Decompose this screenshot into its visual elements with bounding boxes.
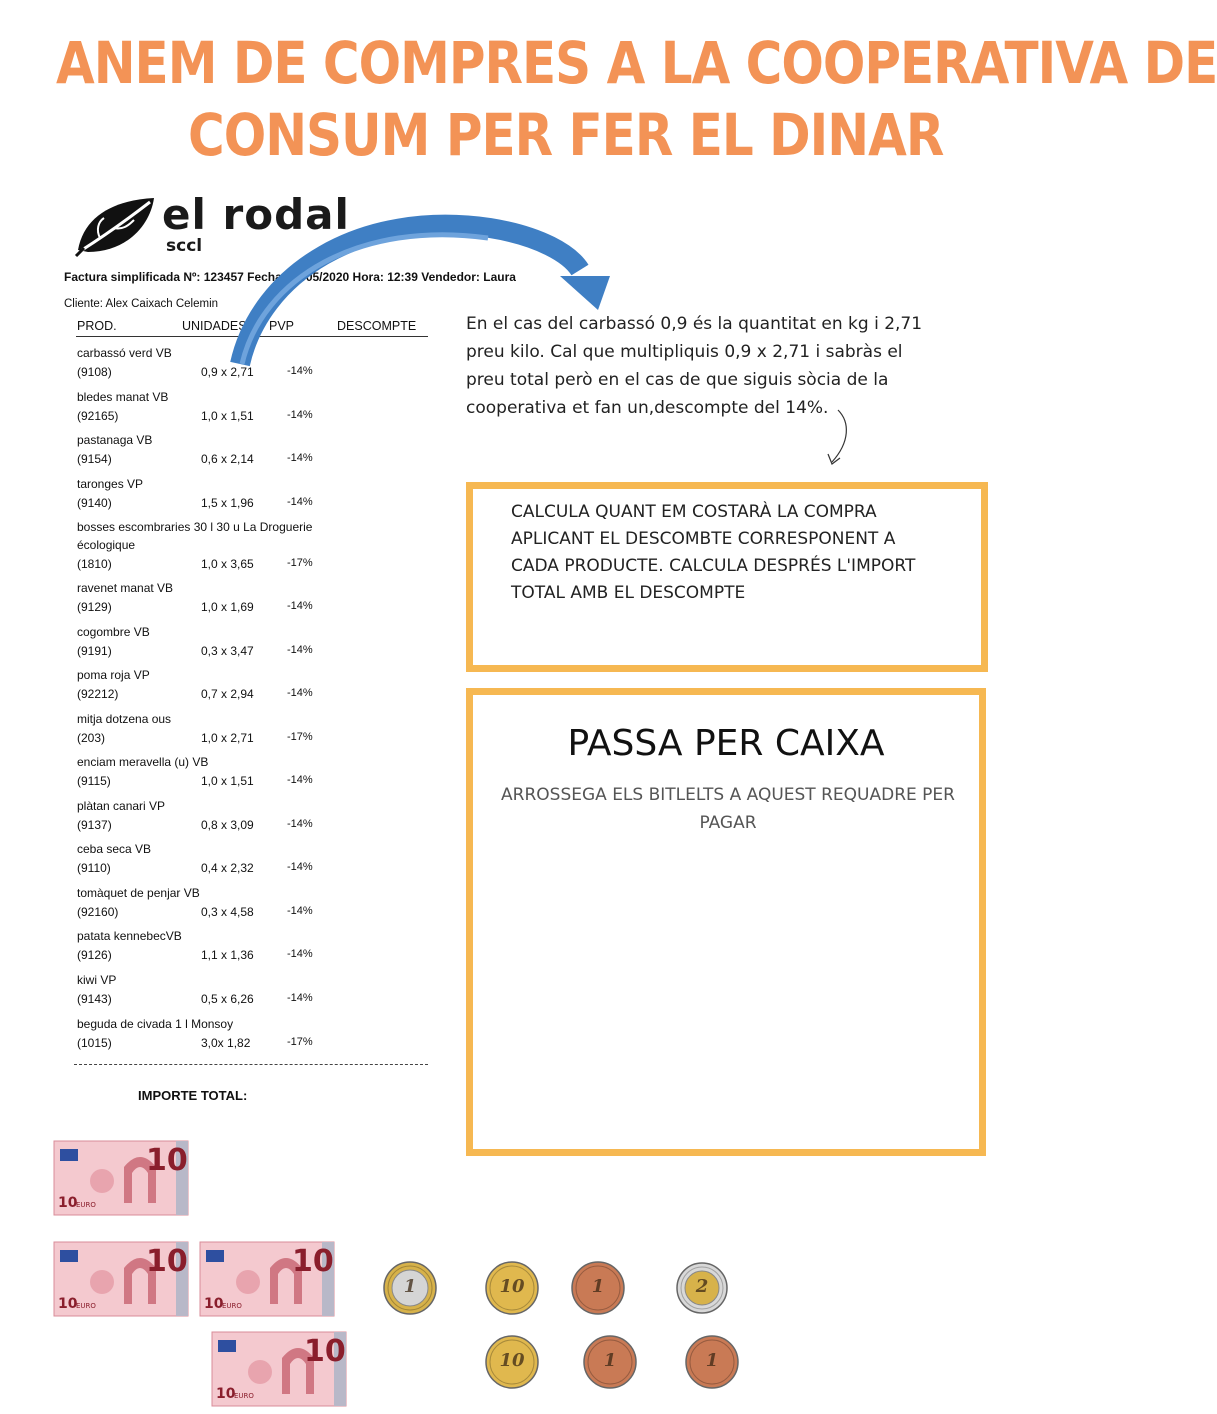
item-name-continued: écologique [77, 538, 136, 552]
coin-value: 10 [499, 1350, 525, 1371]
item-discount: -14% [287, 905, 313, 917]
coin-value: 1 [403, 1276, 417, 1297]
item-name: mitja dotzena ous [77, 712, 172, 726]
receipt-header: Factura simplificada Nº: 123457 Fecha: 16/05/2020 Hora: 12:39 Vendedor: Laura [64, 270, 516, 284]
coin-2-euro[interactable] [674, 1260, 730, 1316]
logo-name: el rodal [162, 190, 350, 239]
item-discount: -14% [287, 861, 313, 873]
item-discount: -14% [287, 818, 313, 830]
page-title-line-2: CONSUM PER FER EL DINAR [188, 102, 944, 169]
item-qty: 1,0 x 3,65 [201, 557, 254, 571]
item-discount: -17% [287, 1036, 313, 1048]
item-name: ceba seca VB [77, 842, 152, 856]
task-text: CALCULA QUANT EM COSTARÀ LA COMPRA APLICANT EL DESCOMBTE CORRESPONENT A CADA PRODUCTE. CALCULA DESPRÉS L'IMPORT TOTAL AMB EL DESCOMPTE [511, 502, 916, 603]
item-qty: 1,0 x 1,51 [201, 774, 254, 788]
banknote-value: 10 [146, 1244, 188, 1279]
item-name: taronges VP [77, 477, 144, 491]
item-qty: 0,3 x 3,47 [201, 644, 254, 658]
column-unidades: UNIDADES [182, 319, 247, 333]
item-qty: 0,3 x 4,58 [201, 905, 254, 919]
receipt-client: Cliente: Alex Caixach Celemin [64, 298, 219, 310]
cash-box-subtitle: ARROSSEGA ELS BITLELTS A AQUEST REQUADRE PER PAGAR [501, 785, 955, 833]
coin-1-euro[interactable] [382, 1260, 438, 1316]
item-qty: 0,5 x 6,26 [201, 992, 254, 1006]
item-name: beguda de civada 1 l Monsoy [77, 1017, 234, 1031]
item-code: (9154) [77, 452, 112, 466]
item-discount: -14% [287, 948, 313, 960]
item-name: patata kennebecVB [77, 929, 182, 943]
item-name: ravenet manat VB [77, 581, 174, 595]
item-code: (92160) [77, 905, 119, 919]
item-code: (1015) [77, 1036, 112, 1050]
item-code: (92165) [77, 409, 119, 423]
banknote-value-small: 10 [204, 1296, 224, 1312]
banknote-value: 10 [146, 1143, 188, 1178]
item-code: (9115) [77, 774, 111, 788]
item-qty: 0,9 x 2,71 [201, 365, 254, 379]
item-qty: 0,7 x 2,94 [201, 687, 254, 701]
task-box [466, 482, 988, 672]
banknote-label: EURO [222, 1302, 242, 1310]
banknote-10-euro[interactable] [54, 1141, 188, 1220]
cash-drop-zone[interactable] [466, 688, 986, 1156]
column-prod: PROD. [77, 319, 117, 333]
item-qty: 0,8 x 3,09 [201, 818, 254, 832]
leaf-icon [74, 196, 158, 258]
banknote-10-euro[interactable] [54, 1242, 188, 1321]
item-name: enciam meravella (u) VB [77, 755, 209, 769]
cash-box-title: PASSA PER CAIXA [567, 723, 885, 764]
coin-value: 1 [603, 1350, 617, 1371]
banknote-10-euro[interactable] [212, 1332, 346, 1411]
item-name: carbassó verd VB [77, 346, 172, 360]
item-code: (92212) [77, 687, 119, 701]
item-qty: 1,0 x 1,69 [201, 600, 254, 614]
item-discount: -17% [287, 557, 313, 569]
column-descompte: DESCOMPTE [337, 319, 417, 333]
item-code: (9137) [77, 818, 112, 832]
coin-10-cent[interactable] [484, 1334, 540, 1390]
item-discount: -14% [287, 496, 313, 508]
total-label: IMPORTE TOTAL: [138, 1088, 248, 1103]
item-discount: -14% [287, 644, 313, 656]
banknote-value: 10 [304, 1334, 346, 1369]
coin-value: 1 [591, 1276, 605, 1297]
item-name: poma roja VP [77, 668, 150, 682]
item-code: (9108) [77, 365, 112, 379]
item-name: tomàquet de penjar VB [77, 886, 200, 900]
banknote-label: EURO [76, 1201, 96, 1209]
coin-1-cent[interactable] [582, 1334, 638, 1390]
banknote-value-small: 10 [216, 1386, 236, 1402]
item-name: plàtan canari VP [77, 799, 166, 813]
item-name: cogombre VB [77, 625, 150, 639]
item-qty: 3,0x 1,82 [201, 1036, 251, 1050]
column-pvp: PVP [269, 319, 295, 333]
item-qty: 1,5 x 1,96 [201, 496, 254, 510]
banknote-label: EURO [76, 1302, 96, 1310]
coin-value: 2 [695, 1276, 709, 1297]
page-title-line-1: ANEM DE COMPRES A LA COOPERATIVA DE [56, 30, 1217, 97]
item-code: (9126) [77, 948, 112, 962]
banknote-label: EURO [234, 1392, 254, 1400]
dashed-separator [74, 1064, 428, 1065]
item-discount: -17% [287, 731, 313, 743]
item-qty: 1,0 x 2,71 [201, 731, 254, 745]
item-name: bledes manat VB [77, 390, 169, 404]
coin-value: 1 [705, 1350, 719, 1371]
coin-1-cent[interactable] [570, 1260, 626, 1316]
item-code: (9110) [77, 861, 111, 875]
item-code: (9140) [77, 496, 112, 510]
item-discount: -14% [287, 774, 313, 786]
item-discount: -14% [287, 452, 313, 464]
item-code: (9129) [77, 600, 112, 614]
item-code: (1810) [77, 557, 112, 571]
item-name: kiwi VP [77, 973, 117, 987]
item-discount: -14% [287, 992, 313, 1004]
item-discount: -14% [287, 687, 313, 699]
item-qty: 0,4 x 2,32 [201, 861, 254, 875]
item-discount: -14% [287, 600, 313, 612]
banknote-10-euro[interactable] [200, 1242, 334, 1321]
item-qty: 1,0 x 1,51 [201, 409, 254, 423]
logo-sub: sccl [166, 236, 203, 256]
item-name: pastanaga VB [77, 433, 153, 447]
coin-10-cent[interactable] [484, 1260, 540, 1316]
item-name: bosses escombraries 30 l 30 u La Droguerie [77, 520, 313, 534]
item-discount: -14% [287, 409, 313, 421]
item-qty: 0,6 x 2,14 [201, 452, 254, 466]
item-code: (203) [77, 731, 106, 745]
explanation-text: En el cas del carbassó 0,9 és la quantitat en kg i 2,71 preu kilo. Cal que multipliquis 0,9 x 2,71 i sabràs el preu total però en el cas de que siguis sòcia de la cooperativa et fan un,descompte del 14%. [466, 314, 923, 418]
banknote-value-small: 10 [58, 1195, 78, 1211]
small-arrow-icon [824, 408, 854, 468]
banknote-value: 10 [292, 1244, 334, 1279]
coin-value: 10 [499, 1276, 525, 1297]
coin-1-cent[interactable] [684, 1334, 740, 1390]
item-code: (9191) [77, 644, 112, 658]
item-qty: 1,1 x 1,36 [201, 948, 254, 962]
item-discount: -14% [287, 365, 313, 377]
banknote-value-small: 10 [58, 1296, 78, 1312]
item-code: (9143) [77, 992, 112, 1006]
